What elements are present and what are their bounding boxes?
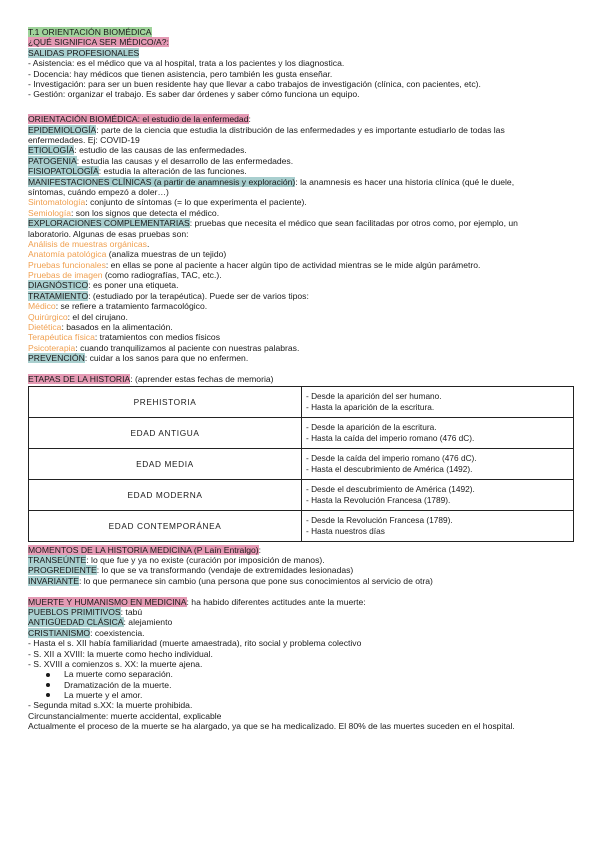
def-epidemiologia: : parte de la ciencia que estudia la distribución de las enfermedades y es importante estudiarlo de todas las [96,124,505,135]
term-tratamiento: TRATAMIENTO [28,290,89,301]
salidas-item: - Investigación: para ser un buen residente hay que llevar a cabo trabajos de investigación (clínica, con pacientes, etc). [28,78,481,89]
muerte-after: Circunstancialmente: muerte accidental, explicable [28,710,222,721]
def-cristianismo: : coexistencia. [90,627,145,638]
era-cell: EDAD MEDIA [29,448,302,479]
date-to: - Hasta nuestros días [306,525,385,536]
term-cristianismo: CRISTIANISMO [28,627,91,638]
muerte-intro: : ha habido diferentes actitudes ante la muerte: [186,596,366,607]
muerte-after: - Segunda mitad s.XX: la muerte prohibida. [28,700,193,711]
def-dietetica: : basados en la alimentación. [61,322,173,333]
muerte-item: - S. XII a XVIII: la muerte como hecho individual. [28,648,213,659]
term-epidemiologia: EPIDEMIOLOGÍA [28,124,97,135]
table-row [29,510,574,541]
term-funcionales: Pruebas funcionales [28,259,106,270]
def-funcionales: : en ellas se pone al paciente a hacer algún tipo de actividad mientras se le mide algún parámetro. [105,259,481,270]
muerte-heading: MUERTE Y HUMANISMO EN MEDICINA [28,596,187,607]
def-pueblos: : tabú [120,606,143,617]
term-progrediente: PROGREDIENTE [28,565,97,576]
date-from: - Desde la Revolución Francesa (1789). [306,515,453,526]
dates-cell [302,510,574,541]
date-to: - Hasta el descubrimiento de América (1492). [306,463,473,474]
def-analisis: . [146,238,150,249]
def-fisiopatologia: : estudia la alteración de las funciones. [98,166,247,177]
def-exploraciones: : pruebas que necesita el médico que sean facilitadas por otros como, por ejemplo, un [189,218,518,229]
def-epidemiologia-cont: enfermedades. Ej: COVID-19 [28,135,140,146]
date-from: - Desde la caída del imperio romano (476 dC). [306,453,477,464]
muerte-item: - S. XVIII a comienzos s. XX: la muerte ajena. [28,658,203,669]
def-psicoterapia: : cuando tranquilizamos al paciente con nuestras palabras. [75,342,300,353]
salidas-item: - Docencia: hay médicos que tienen asistencia, pero también les gusta enseñar. [28,68,333,79]
salidas-heading: SALIDAS PROFESIONALES [28,47,140,58]
dates-cell [302,448,574,479]
muerte-bullet: La muerte y el amor. [64,690,143,701]
def-medico: : se refiere a tratamiento farmacológico. [55,301,208,312]
table-row [29,448,574,479]
etapas-note: : (aprender estas fechas de memoria) [130,374,274,385]
term-analisis: Análisis de muestras orgánicas [28,238,147,249]
term-diagnostico: DIAGNÓSTICO [28,280,89,291]
term-quirurgico: Quirúrgico [28,311,68,322]
def-exploraciones-cont: laboratorio. Algunas de esas pruebas son: [28,228,189,239]
date-to: - Hasta la aparición de la escritura. [306,401,435,412]
def-tratamiento: : (estudiado por la terapéutica). Puede ser de varios tipos: [88,290,309,301]
term-terapeutica: Terapéutica física [28,332,95,343]
def-manifestaciones: : la anamnesis es hacer una historia clínica (qué le duele, [295,176,515,187]
momentos-heading: MOMENTOS DE LA HISTORIA MEDICINA (P Laín Entralgo) [28,544,259,555]
def-patogenia: : estudia las causas y el desarrollo de las enfermedades. [76,155,294,166]
dates-cell [302,479,574,510]
def-sintomatologia: : conjunto de síntomas (= lo que experimenta el paciente). [85,197,307,208]
era-cell: EDAD MODERNA [29,479,302,510]
term-dietetica: Dietética [28,322,62,333]
bullet-icon [46,683,50,687]
bullet-icon [46,673,50,677]
salidas-item: - Asistencia: es el médico que va al hospital, trata a los pacientes y los diagnostica. [28,58,345,69]
question-heading: ¿QUÉ SIGNIFICA SER MÉDICO/A?: [28,37,169,48]
def-antiguedad: : alejamiento [123,617,173,628]
date-from: - Desde la aparición de la escritura. [306,422,437,433]
salidas-item: - Gestión: organizar el trabajo. Es saber dar órdenes y saber cómo funciona un equipo. [28,89,360,100]
term-exploraciones: EXPLORACIONES COMPLEMENTARIAS [28,218,190,229]
term-anatomia: Anatomía patológica [28,249,107,260]
def-etiologia: : estudio de las causas de las enfermedades. [74,145,247,156]
muerte-after: Actualmente el proceso de la muerte se ha alargado, ya que se ha medicalizado. El 80% de las muertes suceden en el hospital. [28,721,515,732]
muerte-bullet: La muerte como separación. [64,669,173,680]
bullet-icon [46,693,50,697]
def-manifestaciones-cont: síntomas, cuándo empezó a doler…) [28,186,169,197]
term-patogenia: PATOGENIA [28,155,77,166]
term-transeunte: TRANSEÚNTE [28,554,87,565]
era-cell: PREHISTORIA [29,386,302,417]
term-manifestaciones: MANIFESTACIONES CLÍNICAS (a partir de anamnesis y exploración) [28,176,296,187]
def-invariante: : lo que permanece sin cambio (una persona que pone sus conocimientos al servicio de otra) [78,575,433,586]
date-to: - Hasta la Revolución Francesa (1789). [306,494,451,505]
term-medico: Médico [28,301,56,312]
table-row [29,417,574,448]
era-cell: EDAD CONTEMPORÁNEA [29,510,302,541]
def-diagnostico: : es poner una etiqueta. [88,280,179,291]
page-title: T.1 ORIENTACIÓN BIOMÉDICA [28,27,152,37]
date-from: - Desde el descubrimiento de América (1492). [306,484,475,495]
table-row [29,479,574,510]
def-terapeutica: : tratamientos con medios físicos [94,332,221,343]
term-antiguedad: ANTIGÜEDAD CLÁSICA [28,617,124,628]
table-row [29,386,574,417]
term-etiologia: ETIOLOGÍA [28,145,75,156]
history-table [28,386,574,542]
def-prevencion: : cuidar a los sanos para que no enfermen. [84,353,249,364]
term-imagen: Pruebas de imagen [28,270,103,281]
dates-cell [302,386,574,417]
term-pueblos: PUEBLOS PRIMITIVOS [28,606,121,617]
term-fisiopatologia: FISIOPATOLOGÍA [28,166,99,177]
muerte-bullet: Dramatización de la muerte. [64,679,172,690]
term-semiologia: Semiología [28,207,71,218]
muerte-item: - Hasta el s. XII había familiaridad (muerte amaestrada), rito social y problema colectivo [28,638,362,649]
def-anatomia: (analiza muestras de un tejido) [106,249,227,260]
def-transeunte: : lo que fue y ya no existe (curación por imposición de manos). [86,554,325,565]
def-progrediente: : lo que se va transformando (vendaje de extremidades lesionadas) [96,565,354,576]
date-from: - Desde la aparición del ser humano. [306,391,442,402]
heading-colon: : [248,114,251,125]
term-psicoterapia: Psicoterapia [28,342,76,353]
orientacion-heading: ORIENTACIÓN BIOMÉDICA: el estudio de la enfermedad [28,114,249,125]
term-invariante: INVARIANTE [28,575,79,586]
dates-cell [302,417,574,448]
def-quirurgico: : el del cirujano. [67,311,128,322]
etapas-heading: ETAPAS DE LA HISTORIA [28,374,131,385]
term-sintomatologia: Sintomatología [28,197,86,208]
document-page [28,27,576,732]
era-cell: EDAD ANTIGUA [29,417,302,448]
date-to: - Hasta la caída del imperio romano (476 dC). [306,432,475,443]
def-semiologia: : son los signos que detecta el médico. [71,207,220,218]
def-imagen: (como radiografías, TAC, etc.). [102,270,222,281]
heading-colon: : [258,544,262,555]
term-prevencion: PREVENCIÓN [28,353,85,364]
